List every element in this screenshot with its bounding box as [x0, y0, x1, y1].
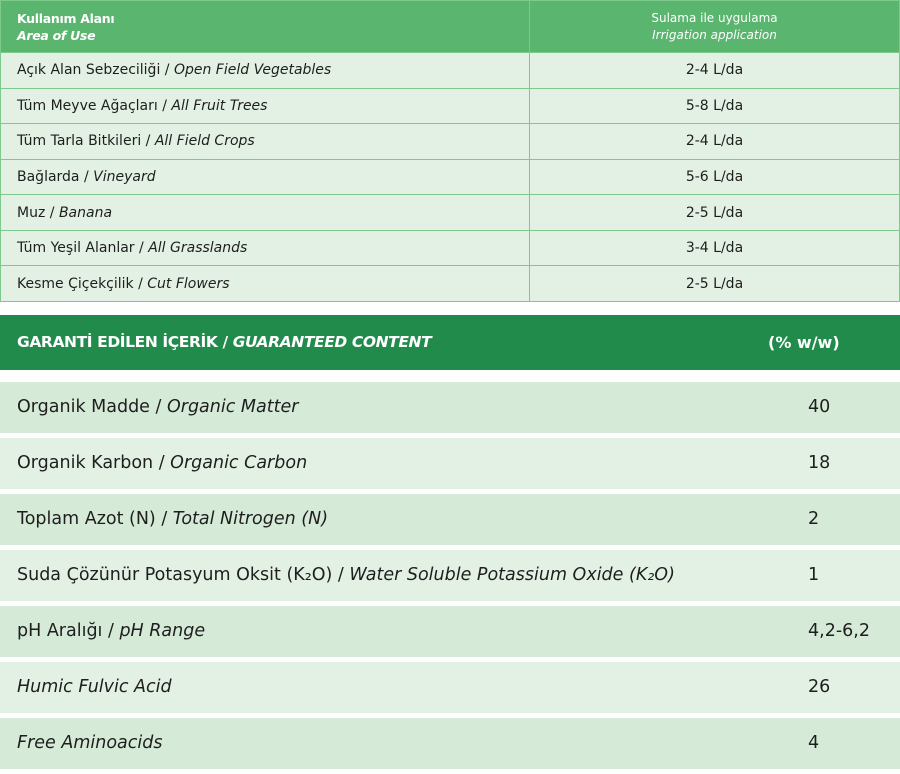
area-en: Open Field Vegetables	[173, 62, 332, 79]
usage-table-header	[1, 1, 900, 53]
table-row	[1, 53, 900, 89]
usage-table	[0, 0, 900, 302]
content-row	[0, 438, 900, 489]
content-value: 4	[808, 733, 820, 753]
content-name-en: Organic Matter	[166, 397, 299, 417]
area-en: All Field Crops	[154, 133, 255, 150]
rate-cell: 2-4 L/da	[530, 53, 900, 89]
separator: /	[133, 275, 148, 292]
rate-cell: 2-4 L/da	[530, 124, 900, 160]
separator: /	[45, 204, 59, 221]
content-row	[0, 718, 900, 769]
guaranteed-content-list	[0, 382, 900, 774]
area-tr: Açık Alan Sebzeciliği	[17, 62, 161, 79]
content-name	[17, 494, 328, 545]
content-name-en: Water Soluble Potassium Oxide (K₂O)	[349, 565, 675, 585]
content-name-en: Humic Fulvic Acid	[17, 677, 172, 697]
area-cell	[1, 53, 530, 89]
rate-cell: 5-6 L/da	[530, 159, 900, 195]
table-row	[1, 195, 900, 231]
rate-cell: 3-4 L/da	[530, 230, 900, 266]
table-row	[1, 88, 900, 124]
area-en: All Grasslands	[148, 240, 248, 257]
irrigation-header-en: Irrigation application	[652, 27, 777, 42]
content-name-en: Total Nitrogen (N)	[172, 509, 329, 529]
area-cell	[1, 195, 530, 231]
area-en: Vineyard	[93, 168, 156, 185]
content-name	[17, 606, 205, 657]
content-value: 18	[808, 453, 831, 473]
table-row	[1, 230, 900, 266]
area-cell	[1, 159, 530, 195]
separator: /	[134, 240, 149, 257]
content-value: 4,2-6,2	[808, 621, 870, 641]
area-tr: Tüm Yeşil Alanlar	[17, 240, 135, 257]
table-row	[1, 124, 900, 160]
area-cell	[1, 230, 530, 266]
area-of-use-header-en: Area of Use	[17, 27, 96, 43]
area-en: All Fruit Trees	[171, 97, 268, 114]
content-row	[0, 550, 900, 601]
area-cell	[1, 88, 530, 124]
area-tr: Kesme Çiçekçilik	[17, 275, 134, 292]
area-tr: Tüm Meyve Ağaçları	[17, 97, 158, 114]
content-name-en: Organic Carbon	[170, 453, 308, 473]
content-name-tr: Suda Çözünür Potasyum Oksit (K₂O) /	[17, 565, 350, 585]
area-cell	[1, 124, 530, 160]
guaranteed-content-title-tr: GARANTİ EDİLEN İÇERİK /	[17, 333, 233, 351]
area-tr: Muz	[17, 204, 46, 221]
separator: /	[79, 168, 94, 185]
content-name-tr: Toplam Azot (N) /	[17, 509, 173, 529]
content-value: 2	[808, 509, 820, 529]
irrigation-header-tr: Sulama ile uygulama	[651, 10, 778, 25]
separator: /	[157, 97, 172, 114]
area-of-use-header-tr: Kullanım Alanı	[17, 10, 115, 26]
rate-cell: 5-8 L/da	[530, 88, 900, 124]
content-row	[0, 494, 900, 545]
guaranteed-content-header	[0, 315, 900, 370]
rate-cell: 2-5 L/da	[530, 195, 900, 231]
content-name-tr: Organik Karbon /	[17, 453, 171, 473]
table-row	[1, 266, 900, 302]
content-value: 26	[808, 677, 831, 697]
unit-header: (% w/w)	[768, 333, 840, 352]
guaranteed-content-title-en: GUARANTEED CONTENT	[232, 333, 432, 351]
table-row	[1, 159, 900, 195]
content-name-en: pH Range	[119, 621, 206, 641]
separator: /	[141, 133, 155, 150]
content-name-tr: pH Aralığı /	[17, 621, 120, 641]
content-value: 1	[808, 565, 820, 585]
content-name-tr: Organik Madde /	[17, 397, 167, 417]
guaranteed-content-title	[17, 315, 431, 370]
content-name	[17, 550, 675, 601]
area-en: Banana	[58, 204, 113, 221]
content-row	[0, 606, 900, 657]
rate-cell: 2-5 L/da	[530, 266, 900, 302]
content-name-en: Free Aminoacids	[17, 733, 163, 753]
content-row	[0, 382, 900, 433]
content-name	[17, 438, 307, 489]
area-cell	[1, 266, 530, 302]
separator: /	[160, 62, 174, 79]
content-name	[17, 382, 298, 433]
content-row	[0, 662, 900, 713]
area-tr: Tüm Tarla Bitkileri	[17, 133, 142, 150]
content-name	[17, 662, 172, 713]
content-value: 40	[808, 397, 831, 417]
area-en: Cut Flowers	[147, 275, 230, 292]
irrigation-header	[530, 1, 900, 53]
content-name	[17, 718, 162, 769]
area-tr: Bağlarda	[17, 168, 80, 185]
area-of-use-header	[1, 1, 530, 53]
